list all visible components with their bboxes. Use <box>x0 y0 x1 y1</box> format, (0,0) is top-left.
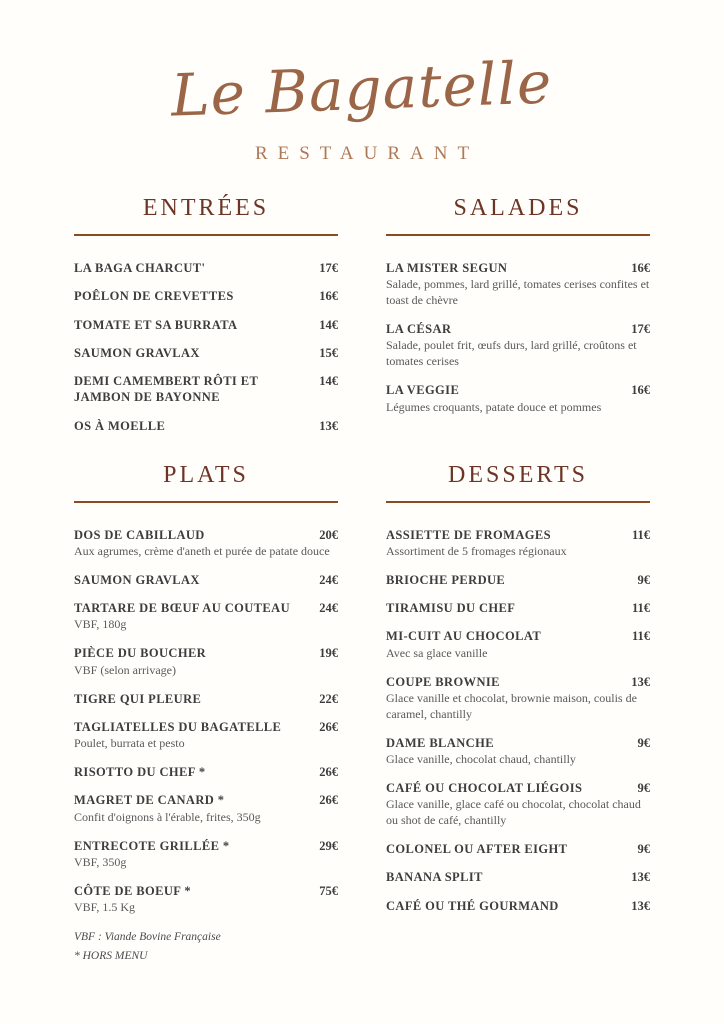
menu-item <box>74 373 338 406</box>
item-row <box>386 572 650 588</box>
item-name: DOS DE CABILLAUD <box>74 527 205 542</box>
item-price: 15€ <box>319 345 338 360</box>
section-title-entrees: ENTRÉES <box>142 195 270 221</box>
item-row <box>386 260 650 276</box>
item-price: 13€ <box>631 674 650 689</box>
item-price: 13€ <box>631 898 650 913</box>
item-row <box>74 719 338 735</box>
menu-item <box>74 792 338 825</box>
item-row <box>74 691 338 707</box>
item-row <box>386 382 650 398</box>
item-name: TAGLIATELLES DU BAGATELLE <box>74 719 282 734</box>
item-row <box>74 838 338 854</box>
section-plats <box>74 462 338 967</box>
item-price: 13€ <box>319 418 338 433</box>
item-row <box>74 527 338 543</box>
item-price: 17€ <box>631 322 650 337</box>
menu-item <box>74 572 338 588</box>
item-name: ASSIETTE DE FROMAGES <box>386 527 551 542</box>
menu-item <box>74 883 338 916</box>
item-name: CAFÉ OU THÉ GOURMAND <box>386 898 559 913</box>
item-price: 11€ <box>631 527 650 542</box>
menu-item <box>74 317 338 333</box>
item-name: MI-CUIT AU CHOCOLAT <box>386 629 542 644</box>
item-name: LA MISTER SEGUN <box>386 261 508 275</box>
item-price: 9€ <box>637 572 650 587</box>
menu-item <box>386 600 650 616</box>
item-name: LA CÉSAR <box>386 322 452 337</box>
logo-subtitle: RESTAURANT <box>254 143 480 164</box>
item-price: 16€ <box>631 261 650 275</box>
item-description: VBF, 180g <box>74 617 127 632</box>
menu-item <box>74 345 338 361</box>
restaurant-logo <box>74 0 650 165</box>
item-price: 19€ <box>319 646 338 661</box>
menu-item <box>386 674 650 723</box>
menu-item <box>386 841 650 857</box>
item-row <box>74 792 338 808</box>
item-description: Salade, pommes, lard grillé, tomates cerises confites et toast de chèvre <box>386 277 650 308</box>
menu-item <box>386 321 650 370</box>
item-description: Avec sa glace vanille <box>386 645 488 660</box>
item-name: CAFÉ OU CHOCOLAT LIÉGOIS <box>386 781 583 796</box>
item-name: ENTRECOTE GRILLÉE * <box>74 838 230 853</box>
item-price: 29€ <box>319 838 338 853</box>
item-name: POÊLON DE CREVETTES <box>74 289 234 304</box>
item-price: 9€ <box>637 781 650 796</box>
item-name: DEMI CAMEMBERT RÔTI ET JAMBON DE BAYONNE <box>74 374 258 405</box>
item-row <box>74 600 338 616</box>
item-row <box>386 321 650 337</box>
item-description: Assortiment de 5 fromages régionaux <box>386 544 567 558</box>
item-name: COLONEL OU AFTER EIGHT <box>386 842 568 857</box>
item-description: Glace vanille et chocolat, brownie maison, coulis de caramel, chantilly <box>386 690 637 721</box>
item-price: 16€ <box>319 289 338 304</box>
item-name: BANANA SPLIT <box>386 870 483 885</box>
item-name: SAUMON GRAVLAX <box>74 572 200 587</box>
menu-item <box>74 260 338 276</box>
item-name: PIÈCE DU BOUCHER <box>74 646 207 661</box>
item-row <box>74 418 338 434</box>
item-name: LA BAGA CHARCUT' <box>74 261 206 275</box>
item-description: Poulet, burrata et pesto <box>74 736 185 751</box>
item-description: Glace vanille, glace café ou chocolat, chocolat chaud ou shot de café, chantilly <box>386 797 641 828</box>
item-row <box>74 572 338 588</box>
item-name: TOMATE ET SA BURRATA <box>74 317 238 332</box>
section-items-salades <box>386 260 650 416</box>
item-row <box>74 764 338 780</box>
menu-item <box>386 628 650 661</box>
item-row <box>74 883 338 899</box>
menu-item <box>74 600 338 633</box>
menu-item <box>386 869 650 885</box>
item-row <box>74 260 338 276</box>
section-title-plats: PLATS <box>163 461 249 488</box>
menu-item <box>386 382 650 415</box>
menu-item <box>386 572 650 588</box>
section-title-desserts: DESSERTS <box>448 461 588 488</box>
section-title-salades: SALADES <box>453 195 583 221</box>
item-price: 26€ <box>319 793 338 808</box>
item-name: RISOTTO DU CHEF * <box>74 765 206 780</box>
menu-item <box>74 719 338 752</box>
item-name: LA VEGGIE <box>386 383 460 398</box>
item-row <box>386 674 650 690</box>
item-description: Confit d'oignons à l'érable, frites, 350g <box>74 809 261 824</box>
item-price: 14€ <box>319 374 338 388</box>
section-divider <box>386 501 650 503</box>
item-row <box>386 898 650 914</box>
footnote-hors-menu: * HORS MENU <box>74 950 148 963</box>
section-salades <box>386 195 650 446</box>
section-entrees <box>74 195 338 446</box>
item-name: BRIOCHE PERDUE <box>386 572 506 587</box>
item-price: 26€ <box>319 765 338 780</box>
item-price: 9€ <box>637 842 650 857</box>
item-description: VBF (selon arrivage) <box>74 662 176 677</box>
section-desserts <box>386 462 650 967</box>
item-name: SAUMON GRAVLAX <box>74 345 200 360</box>
item-price: 14€ <box>319 317 338 332</box>
menu-item <box>74 645 338 678</box>
menu-item <box>386 780 650 829</box>
section-items-entrees <box>74 260 338 434</box>
item-price: 24€ <box>319 601 338 616</box>
item-description: Aux agrumes, crème d'aneth et purée de patate douce <box>74 544 330 558</box>
item-row <box>74 345 338 361</box>
item-price: 13€ <box>631 870 650 885</box>
item-row <box>386 628 650 644</box>
item-name: MAGRET DE CANARD * <box>74 793 225 808</box>
menu-item <box>74 418 338 434</box>
item-description: Légumes croquants, patate douce et pommes <box>386 399 602 414</box>
item-name: TARTARE DE BŒUF AU COUTEAU <box>74 601 290 616</box>
item-row <box>74 288 338 304</box>
item-row <box>386 869 650 885</box>
item-row <box>386 780 650 796</box>
menu-item <box>74 764 338 780</box>
item-row <box>74 645 338 661</box>
item-name: TIGRE QUI PLEURE <box>74 691 202 706</box>
item-name: CÔTE DE BOEUF * <box>74 883 192 898</box>
item-name: TIRAMISU DU CHEF <box>386 601 516 616</box>
logo-script-text: Le Bagatelle <box>170 48 554 130</box>
menu-item <box>386 898 650 914</box>
section-items-plats <box>74 527 338 916</box>
item-row <box>74 373 338 406</box>
menu-item <box>386 260 650 309</box>
item-name: COUPE BROWNIE <box>386 674 500 689</box>
item-price: 11€ <box>631 629 650 644</box>
menu-item <box>386 527 650 560</box>
menu-item <box>74 691 338 707</box>
item-description: Salade, poulet frit, œufs durs, lard grillé, croûtons et tomates cerises <box>386 338 637 369</box>
item-description: Glace vanille, chocolat chaud, chantilly <box>386 752 576 767</box>
item-price: 16€ <box>631 383 650 398</box>
item-row <box>386 735 650 751</box>
item-price: 75€ <box>319 883 338 898</box>
item-price: 22€ <box>319 691 338 706</box>
item-description: VBF, 350g <box>74 854 127 869</box>
item-description: VBF, 1.5 Kg <box>74 899 136 914</box>
item-price: 20€ <box>319 527 338 542</box>
item-row <box>74 317 338 333</box>
section-divider <box>74 501 338 503</box>
section-items-desserts <box>386 527 650 914</box>
menu-item <box>386 735 650 768</box>
section-divider <box>74 234 338 236</box>
section-divider <box>386 234 650 236</box>
menu-grid <box>74 195 650 967</box>
item-row <box>386 600 650 616</box>
menu-item <box>74 838 338 871</box>
menu-item <box>74 288 338 304</box>
item-price: 24€ <box>319 572 338 587</box>
item-name: DAME BLANCHE <box>386 735 494 750</box>
item-row <box>386 841 650 857</box>
item-price: 9€ <box>637 735 650 750</box>
menu-item <box>74 527 338 560</box>
footnotes <box>74 928 338 967</box>
item-price: 17€ <box>319 261 338 275</box>
item-row <box>386 527 650 543</box>
footnote-vbf: VBF : Viande Bovine Française <box>74 930 221 943</box>
item-price: 26€ <box>319 719 338 734</box>
item-price: 11€ <box>631 601 650 616</box>
item-name: OS À MOELLE <box>74 418 166 433</box>
